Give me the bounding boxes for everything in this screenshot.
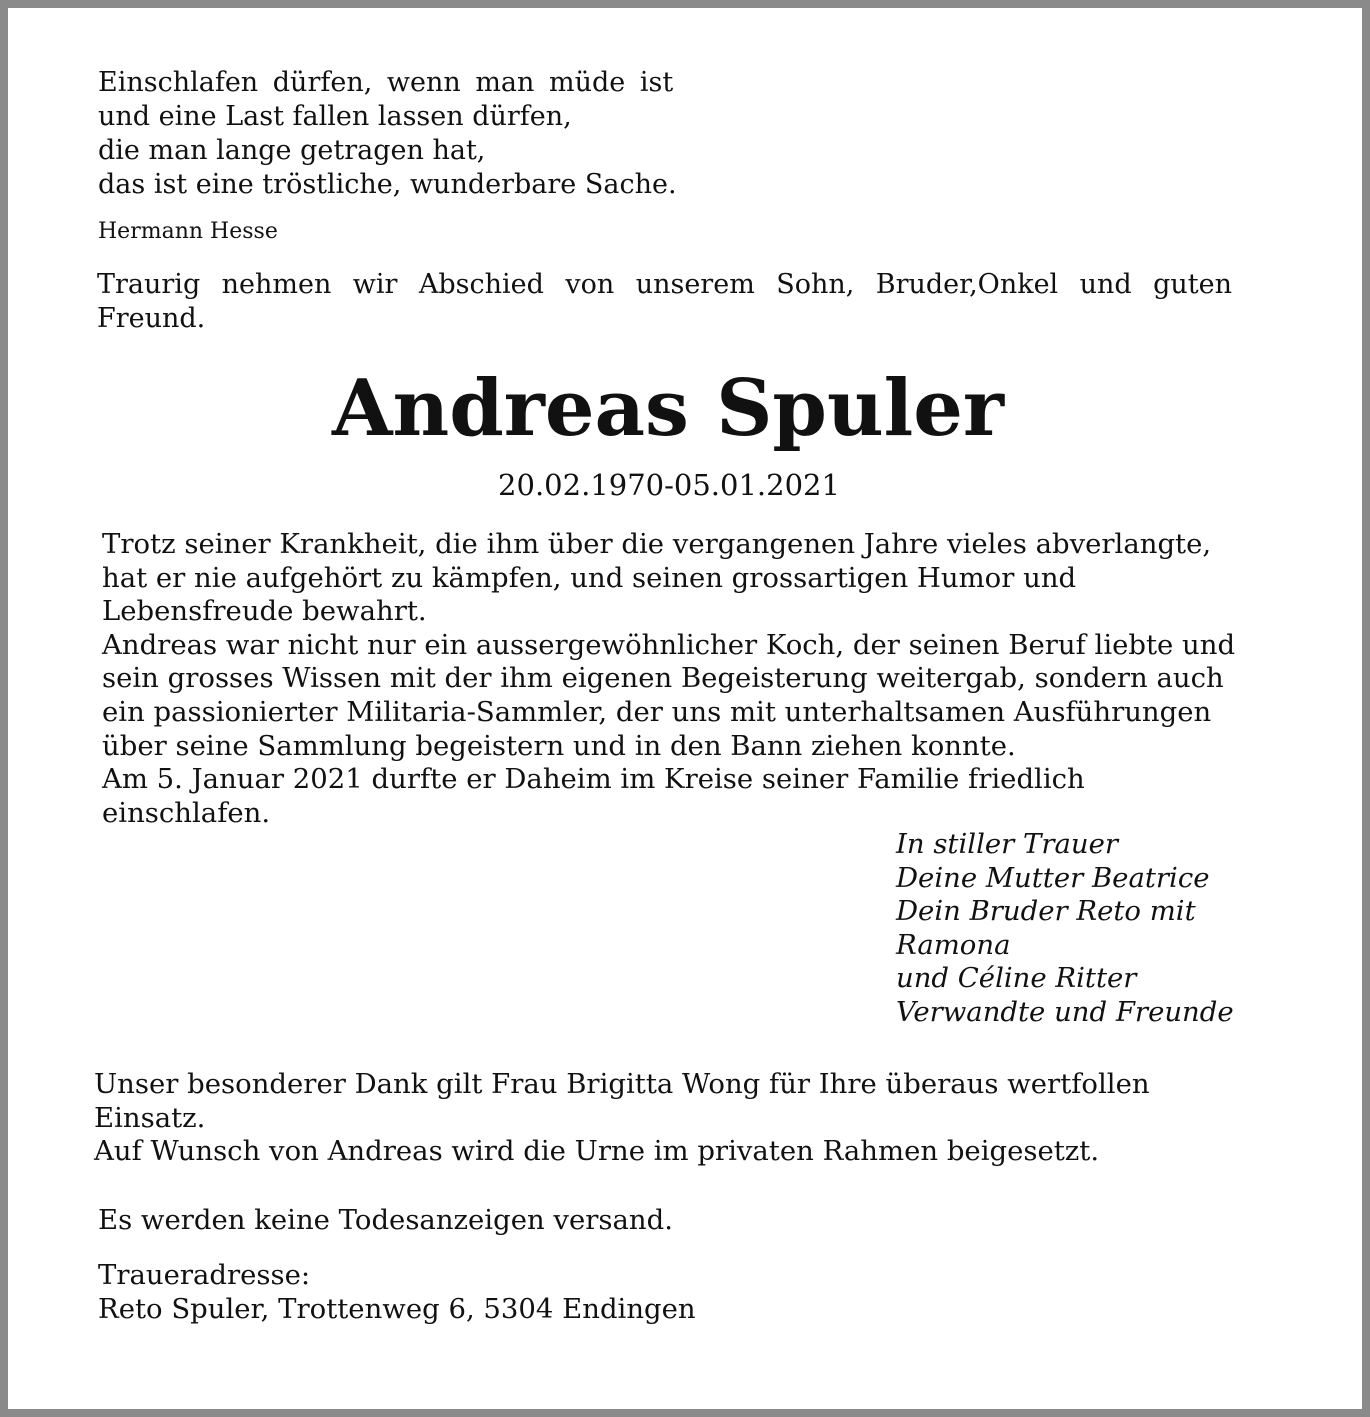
obituary-page	[8, 8, 1362, 1409]
address-label: Traueradresse:	[98, 1259, 311, 1291]
mourner-line: Deine Mutter Beatrice	[896, 861, 1210, 894]
mourner-line: Verwandte und Freunde	[896, 995, 1234, 1028]
body-line: Lebensfreude bewahrt.	[102, 595, 427, 628]
thanks-line: Unser besonderer Dank gilt Frau Brigitta Wong für Ihre überaus wertfollen	[94, 1068, 1150, 1100]
body-line: Trotz seiner Krankheit, die ihm über die vergangenen Jahre vieles abverlangte,	[102, 528, 1212, 560]
thanks-line: Einsatz.	[94, 1101, 206, 1134]
thanks-text	[94, 1068, 1150, 1169]
mourners-signature	[896, 828, 1234, 1030]
poem-line: Einschlafen dürfen, wenn man müde ist	[98, 67, 674, 98]
obituary-body	[102, 528, 1235, 830]
thanks-line: Auf Wunsch von Andreas wird die Urne im privaten Rahmen beigesetzt.	[94, 1135, 1100, 1168]
deceased-name: Andreas Spuler	[331, 363, 1005, 454]
mourner-line: Ramona	[896, 928, 1011, 961]
poem-line: das ist eine tröstliche, wunderbare Sache.	[98, 169, 677, 200]
poem-line: und eine Last fallen lassen dürfen,	[98, 101, 572, 132]
mourner-line: und Céline Ritter	[896, 962, 1137, 995]
body-line: einschlafen.	[102, 796, 271, 829]
body-line: über seine Sammlung begeistern und in den Bann ziehen konnte.	[102, 729, 1016, 762]
body-line: Andreas war nicht nur ein aussergewöhnlicher Koch, der seinen Beruf liebte und	[102, 628, 1236, 661]
life-dates: 20.02.1970-05.01.2021	[498, 468, 840, 502]
mourner-line: In stiller Trauer	[896, 828, 1119, 860]
mourner-line: Dein Bruder Reto mit	[896, 895, 1196, 928]
body-line: Am 5. Januar 2021 durfte er Daheim im Kreise seiner Familie friedlich	[102, 763, 1085, 796]
poem-author: Hermann Hesse	[98, 219, 278, 244]
intro-text: Traurig nehmen wir Abschied von unserem Sohn, Bruder,Onkel und guten Freund.	[97, 269, 1232, 334]
body-line: sein grosses Wissen mit der ihm eigenen Begeisterung weitergab, sondern auch	[102, 662, 1224, 695]
poem	[98, 66, 677, 202]
body-line: ein passionierter Militaria-Sammler, der uns mit unterhaltsamen Ausführungen	[102, 695, 1212, 728]
no-notices-text: Es werden keine Todesanzeigen versand.	[98, 1204, 673, 1236]
address-value: Reto Spuler, Trottenweg 6, 5304 Endingen	[98, 1292, 696, 1325]
poem-line: die man lange getragen hat,	[98, 135, 486, 166]
body-line: hat er nie aufgehört zu kämpfen, und seinen grossartigen Humor und	[102, 561, 1077, 594]
mourning-address	[98, 1259, 696, 1326]
